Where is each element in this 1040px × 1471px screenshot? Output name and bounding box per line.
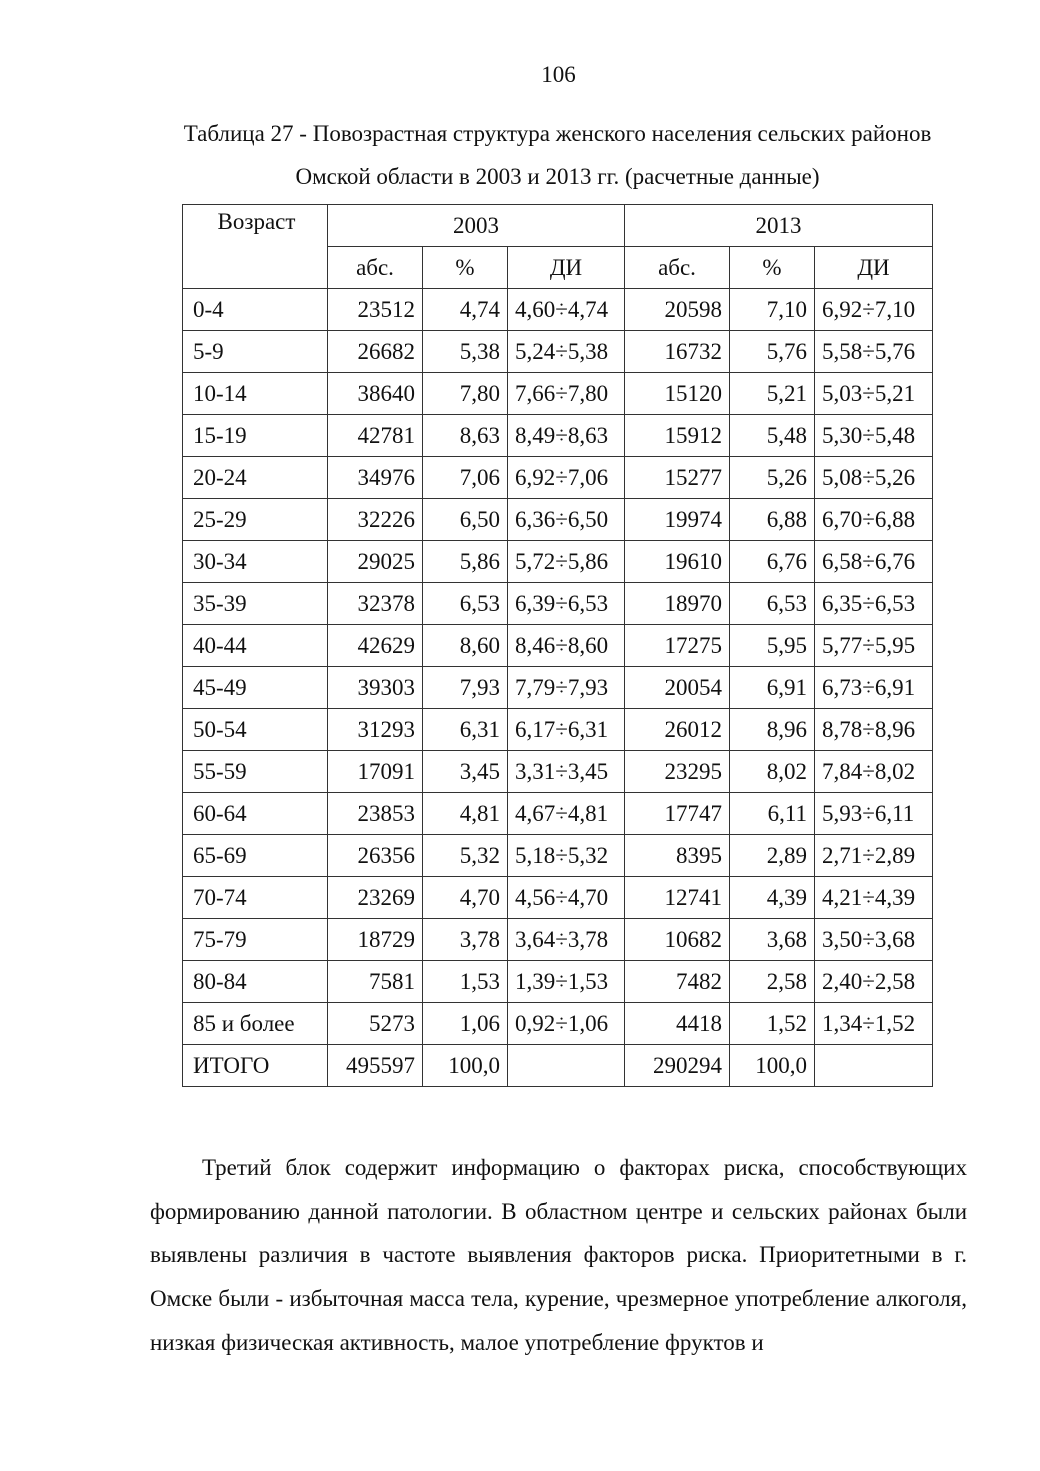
cell-abs-2013: 19974 xyxy=(625,499,730,541)
cell-abs-2003: 26356 xyxy=(328,835,423,877)
cell-pct-2003: 3,78 xyxy=(423,919,508,961)
cell-ci-2003: 4,67÷4,81 xyxy=(508,793,625,835)
cell-ci-2003: 1,39÷1,53 xyxy=(508,961,625,1003)
cell-ci-2013: 6,70÷6,88 xyxy=(815,499,933,541)
table-row xyxy=(183,331,933,373)
cell-abs-2013: 17747 xyxy=(625,793,730,835)
cell-pct-2003: 6,53 xyxy=(423,583,508,625)
cell-age: 0-4 xyxy=(183,289,328,331)
cell-abs-2013: 20598 xyxy=(625,289,730,331)
cell-ci-2003: 6,39÷6,53 xyxy=(508,583,625,625)
table-row xyxy=(183,289,933,331)
header-ci-2003: ДИ xyxy=(508,247,625,289)
header-year-2003: 2003 xyxy=(328,205,625,247)
cell-ci-2013: 3,50÷3,68 xyxy=(815,919,933,961)
cell-age: 55-59 xyxy=(183,751,328,793)
cell-pct-2013: 1,52 xyxy=(730,1003,815,1045)
cell-ci-2003: 6,36÷6,50 xyxy=(508,499,625,541)
cell-ci-2003: 3,64÷3,78 xyxy=(508,919,625,961)
cell-ci-2013: 2,40÷2,58 xyxy=(815,961,933,1003)
cell-age: 45-49 xyxy=(183,667,328,709)
cell-abs-2013: 8395 xyxy=(625,835,730,877)
cell-pct-2003: 1,53 xyxy=(423,961,508,1003)
header-pct-2013: % xyxy=(730,247,815,289)
cell-ci-2013: 6,92÷7,10 xyxy=(815,289,933,331)
cell-ci-2003: 5,18÷5,32 xyxy=(508,835,625,877)
cell-pct-2013: 5,26 xyxy=(730,457,815,499)
cell-ci-2003: 7,66÷7,80 xyxy=(508,373,625,415)
table-row xyxy=(183,919,933,961)
cell-age: 75-79 xyxy=(183,919,328,961)
table-row xyxy=(183,541,933,583)
body-paragraph: Третий блок содержит информацию о факторах риска, способствующих формированию данной патологии. В областном центре и сельских районах были выявлены различия в частоте выявления факторов риска. Приоритетными в г. Омске были - избыточная масса тела, курение, чрезмерное употребление алкоголя, низкая физическая активность, малое употребление фруктов и xyxy=(150,1155,967,1355)
cell-ci-2003: 4,60÷4,74 xyxy=(508,289,625,331)
cell-age: ИТОГО xyxy=(183,1045,328,1087)
cell-pct-2003: 5,86 xyxy=(423,541,508,583)
cell-abs-2003: 42781 xyxy=(328,415,423,457)
cell-abs-2013: 7482 xyxy=(625,961,730,1003)
cell-abs-2003: 38640 xyxy=(328,373,423,415)
cell-ci-2013: 7,84÷8,02 xyxy=(815,751,933,793)
table-header xyxy=(183,205,933,289)
cell-ci-2003: 7,79÷7,93 xyxy=(508,667,625,709)
table-row xyxy=(183,1045,933,1087)
cell-abs-2013: 10682 xyxy=(625,919,730,961)
cell-abs-2003: 32226 xyxy=(328,499,423,541)
cell-abs-2013: 16732 xyxy=(625,331,730,373)
cell-ci-2003: 5,24÷5,38 xyxy=(508,331,625,373)
cell-abs-2013: 290294 xyxy=(625,1045,730,1087)
cell-pct-2013: 5,95 xyxy=(730,625,815,667)
table-row xyxy=(183,625,933,667)
cell-pct-2013: 100,0 xyxy=(730,1045,815,1087)
cell-abs-2003: 26682 xyxy=(328,331,423,373)
table-row xyxy=(183,835,933,877)
cell-age: 80-84 xyxy=(183,961,328,1003)
cell-pct-2013: 6,88 xyxy=(730,499,815,541)
cell-ci-2003 xyxy=(508,1045,625,1087)
cell-ci-2003: 6,92÷7,06 xyxy=(508,457,625,499)
header-age: Возраст xyxy=(183,205,328,289)
cell-pct-2013: 5,48 xyxy=(730,415,815,457)
cell-ci-2013: 4,21÷4,39 xyxy=(815,877,933,919)
cell-abs-2003: 23512 xyxy=(328,289,423,331)
cell-abs-2003: 31293 xyxy=(328,709,423,751)
cell-ci-2013: 2,71÷2,89 xyxy=(815,835,933,877)
cell-abs-2003: 23853 xyxy=(328,793,423,835)
cell-abs-2013: 15120 xyxy=(625,373,730,415)
table-caption-line-2: Омской области в 2003 и 2013 гг. (расчетные данные) xyxy=(295,164,820,189)
cell-pct-2013: 8,02 xyxy=(730,751,815,793)
cell-ci-2013: 8,78÷8,96 xyxy=(815,709,933,751)
cell-pct-2003: 4,70 xyxy=(423,877,508,919)
cell-pct-2013: 6,76 xyxy=(730,541,815,583)
cell-age: 20-24 xyxy=(183,457,328,499)
header-abs-2003: абс. xyxy=(328,247,423,289)
age-structure-table xyxy=(182,204,933,1087)
cell-abs-2013: 17275 xyxy=(625,625,730,667)
header-abs-2013: абс. xyxy=(625,247,730,289)
cell-ci-2003: 8,49÷8,63 xyxy=(508,415,625,457)
cell-age: 40-44 xyxy=(183,625,328,667)
cell-pct-2003: 1,06 xyxy=(423,1003,508,1045)
cell-pct-2003: 4,74 xyxy=(423,289,508,331)
cell-abs-2003: 18729 xyxy=(328,919,423,961)
cell-age: 85 и более xyxy=(183,1003,328,1045)
cell-pct-2003: 8,60 xyxy=(423,625,508,667)
cell-age: 50-54 xyxy=(183,709,328,751)
cell-ci-2013: 5,93÷6,11 xyxy=(815,793,933,835)
cell-age: 70-74 xyxy=(183,877,328,919)
cell-pct-2013: 4,39 xyxy=(730,877,815,919)
cell-age: 30-34 xyxy=(183,541,328,583)
cell-age: 10-14 xyxy=(183,373,328,415)
cell-abs-2003: 23269 xyxy=(328,877,423,919)
header-row-years xyxy=(183,205,933,247)
table-row xyxy=(183,961,933,1003)
page-number: 106 xyxy=(541,62,576,87)
table-caption-line-1: Таблица 27 - Повозрастная структура женского населения сельских районов xyxy=(183,121,932,146)
cell-pct-2013: 5,76 xyxy=(730,331,815,373)
cell-ci-2013: 5,08÷5,26 xyxy=(815,457,933,499)
cell-ci-2013: 5,77÷5,95 xyxy=(815,625,933,667)
cell-abs-2013: 23295 xyxy=(625,751,730,793)
cell-abs-2013: 12741 xyxy=(625,877,730,919)
header-ci-2013: ДИ xyxy=(815,247,933,289)
cell-abs-2013: 19610 xyxy=(625,541,730,583)
cell-ci-2003: 0,92÷1,06 xyxy=(508,1003,625,1045)
header-year-2013: 2013 xyxy=(625,205,933,247)
cell-ci-2013: 1,34÷1,52 xyxy=(815,1003,933,1045)
cell-pct-2003: 6,31 xyxy=(423,709,508,751)
cell-abs-2003: 495597 xyxy=(328,1045,423,1087)
cell-pct-2003: 100,0 xyxy=(423,1045,508,1087)
cell-abs-2013: 15912 xyxy=(625,415,730,457)
cell-pct-2003: 5,32 xyxy=(423,835,508,877)
table-row xyxy=(183,499,933,541)
table-row xyxy=(183,1003,933,1045)
cell-age: 60-64 xyxy=(183,793,328,835)
header-pct-2003: % xyxy=(423,247,508,289)
table-row xyxy=(183,793,933,835)
cell-ci-2013: 5,03÷5,21 xyxy=(815,373,933,415)
table-row xyxy=(183,373,933,415)
body-text xyxy=(150,1146,967,1365)
table-row xyxy=(183,709,933,751)
cell-age: 25-29 xyxy=(183,499,328,541)
table-row xyxy=(183,751,933,793)
table-body xyxy=(183,289,933,1087)
cell-pct-2013: 7,10 xyxy=(730,289,815,331)
cell-ci-2013: 6,58÷6,76 xyxy=(815,541,933,583)
cell-abs-2003: 17091 xyxy=(328,751,423,793)
cell-ci-2003: 6,17÷6,31 xyxy=(508,709,625,751)
cell-ci-2013 xyxy=(815,1045,933,1087)
cell-abs-2013: 20054 xyxy=(625,667,730,709)
cell-pct-2013: 8,96 xyxy=(730,709,815,751)
cell-age: 65-69 xyxy=(183,835,328,877)
cell-pct-2013: 2,89 xyxy=(730,835,815,877)
cell-age: 5-9 xyxy=(183,331,328,373)
cell-abs-2003: 42629 xyxy=(328,625,423,667)
table-row xyxy=(183,877,933,919)
cell-abs-2003: 7581 xyxy=(328,961,423,1003)
cell-abs-2013: 15277 xyxy=(625,457,730,499)
table-row xyxy=(183,415,933,457)
cell-ci-2013: 5,58÷5,76 xyxy=(815,331,933,373)
cell-abs-2003: 39303 xyxy=(328,667,423,709)
cell-ci-2013: 6,35÷6,53 xyxy=(815,583,933,625)
cell-pct-2013: 3,68 xyxy=(730,919,815,961)
cell-pct-2003: 7,80 xyxy=(423,373,508,415)
cell-pct-2003: 8,63 xyxy=(423,415,508,457)
cell-ci-2003: 5,72÷5,86 xyxy=(508,541,625,583)
cell-age: 15-19 xyxy=(183,415,328,457)
cell-ci-2013: 6,73÷6,91 xyxy=(815,667,933,709)
cell-ci-2003: 8,46÷8,60 xyxy=(508,625,625,667)
cell-ci-2013: 5,30÷5,48 xyxy=(815,415,933,457)
cell-abs-2003: 34976 xyxy=(328,457,423,499)
cell-pct-2013: 6,91 xyxy=(730,667,815,709)
cell-pct-2003: 3,45 xyxy=(423,751,508,793)
cell-abs-2003: 5273 xyxy=(328,1003,423,1045)
cell-ci-2003: 3,31÷3,45 xyxy=(508,751,625,793)
cell-pct-2013: 6,53 xyxy=(730,583,815,625)
cell-pct-2003: 6,50 xyxy=(423,499,508,541)
cell-abs-2013: 18970 xyxy=(625,583,730,625)
cell-ci-2003: 4,56÷4,70 xyxy=(508,877,625,919)
cell-age: 35-39 xyxy=(183,583,328,625)
cell-pct-2013: 6,11 xyxy=(730,793,815,835)
cell-abs-2003: 29025 xyxy=(328,541,423,583)
table-row xyxy=(183,457,933,499)
cell-abs-2013: 4418 xyxy=(625,1003,730,1045)
cell-pct-2003: 7,06 xyxy=(423,457,508,499)
cell-pct-2013: 5,21 xyxy=(730,373,815,415)
cell-pct-2003: 4,81 xyxy=(423,793,508,835)
table-row xyxy=(183,667,933,709)
cell-pct-2003: 7,93 xyxy=(423,667,508,709)
table-row xyxy=(183,583,933,625)
cell-pct-2013: 2,58 xyxy=(730,961,815,1003)
cell-abs-2003: 32378 xyxy=(328,583,423,625)
cell-abs-2013: 26012 xyxy=(625,709,730,751)
cell-pct-2003: 5,38 xyxy=(423,331,508,373)
